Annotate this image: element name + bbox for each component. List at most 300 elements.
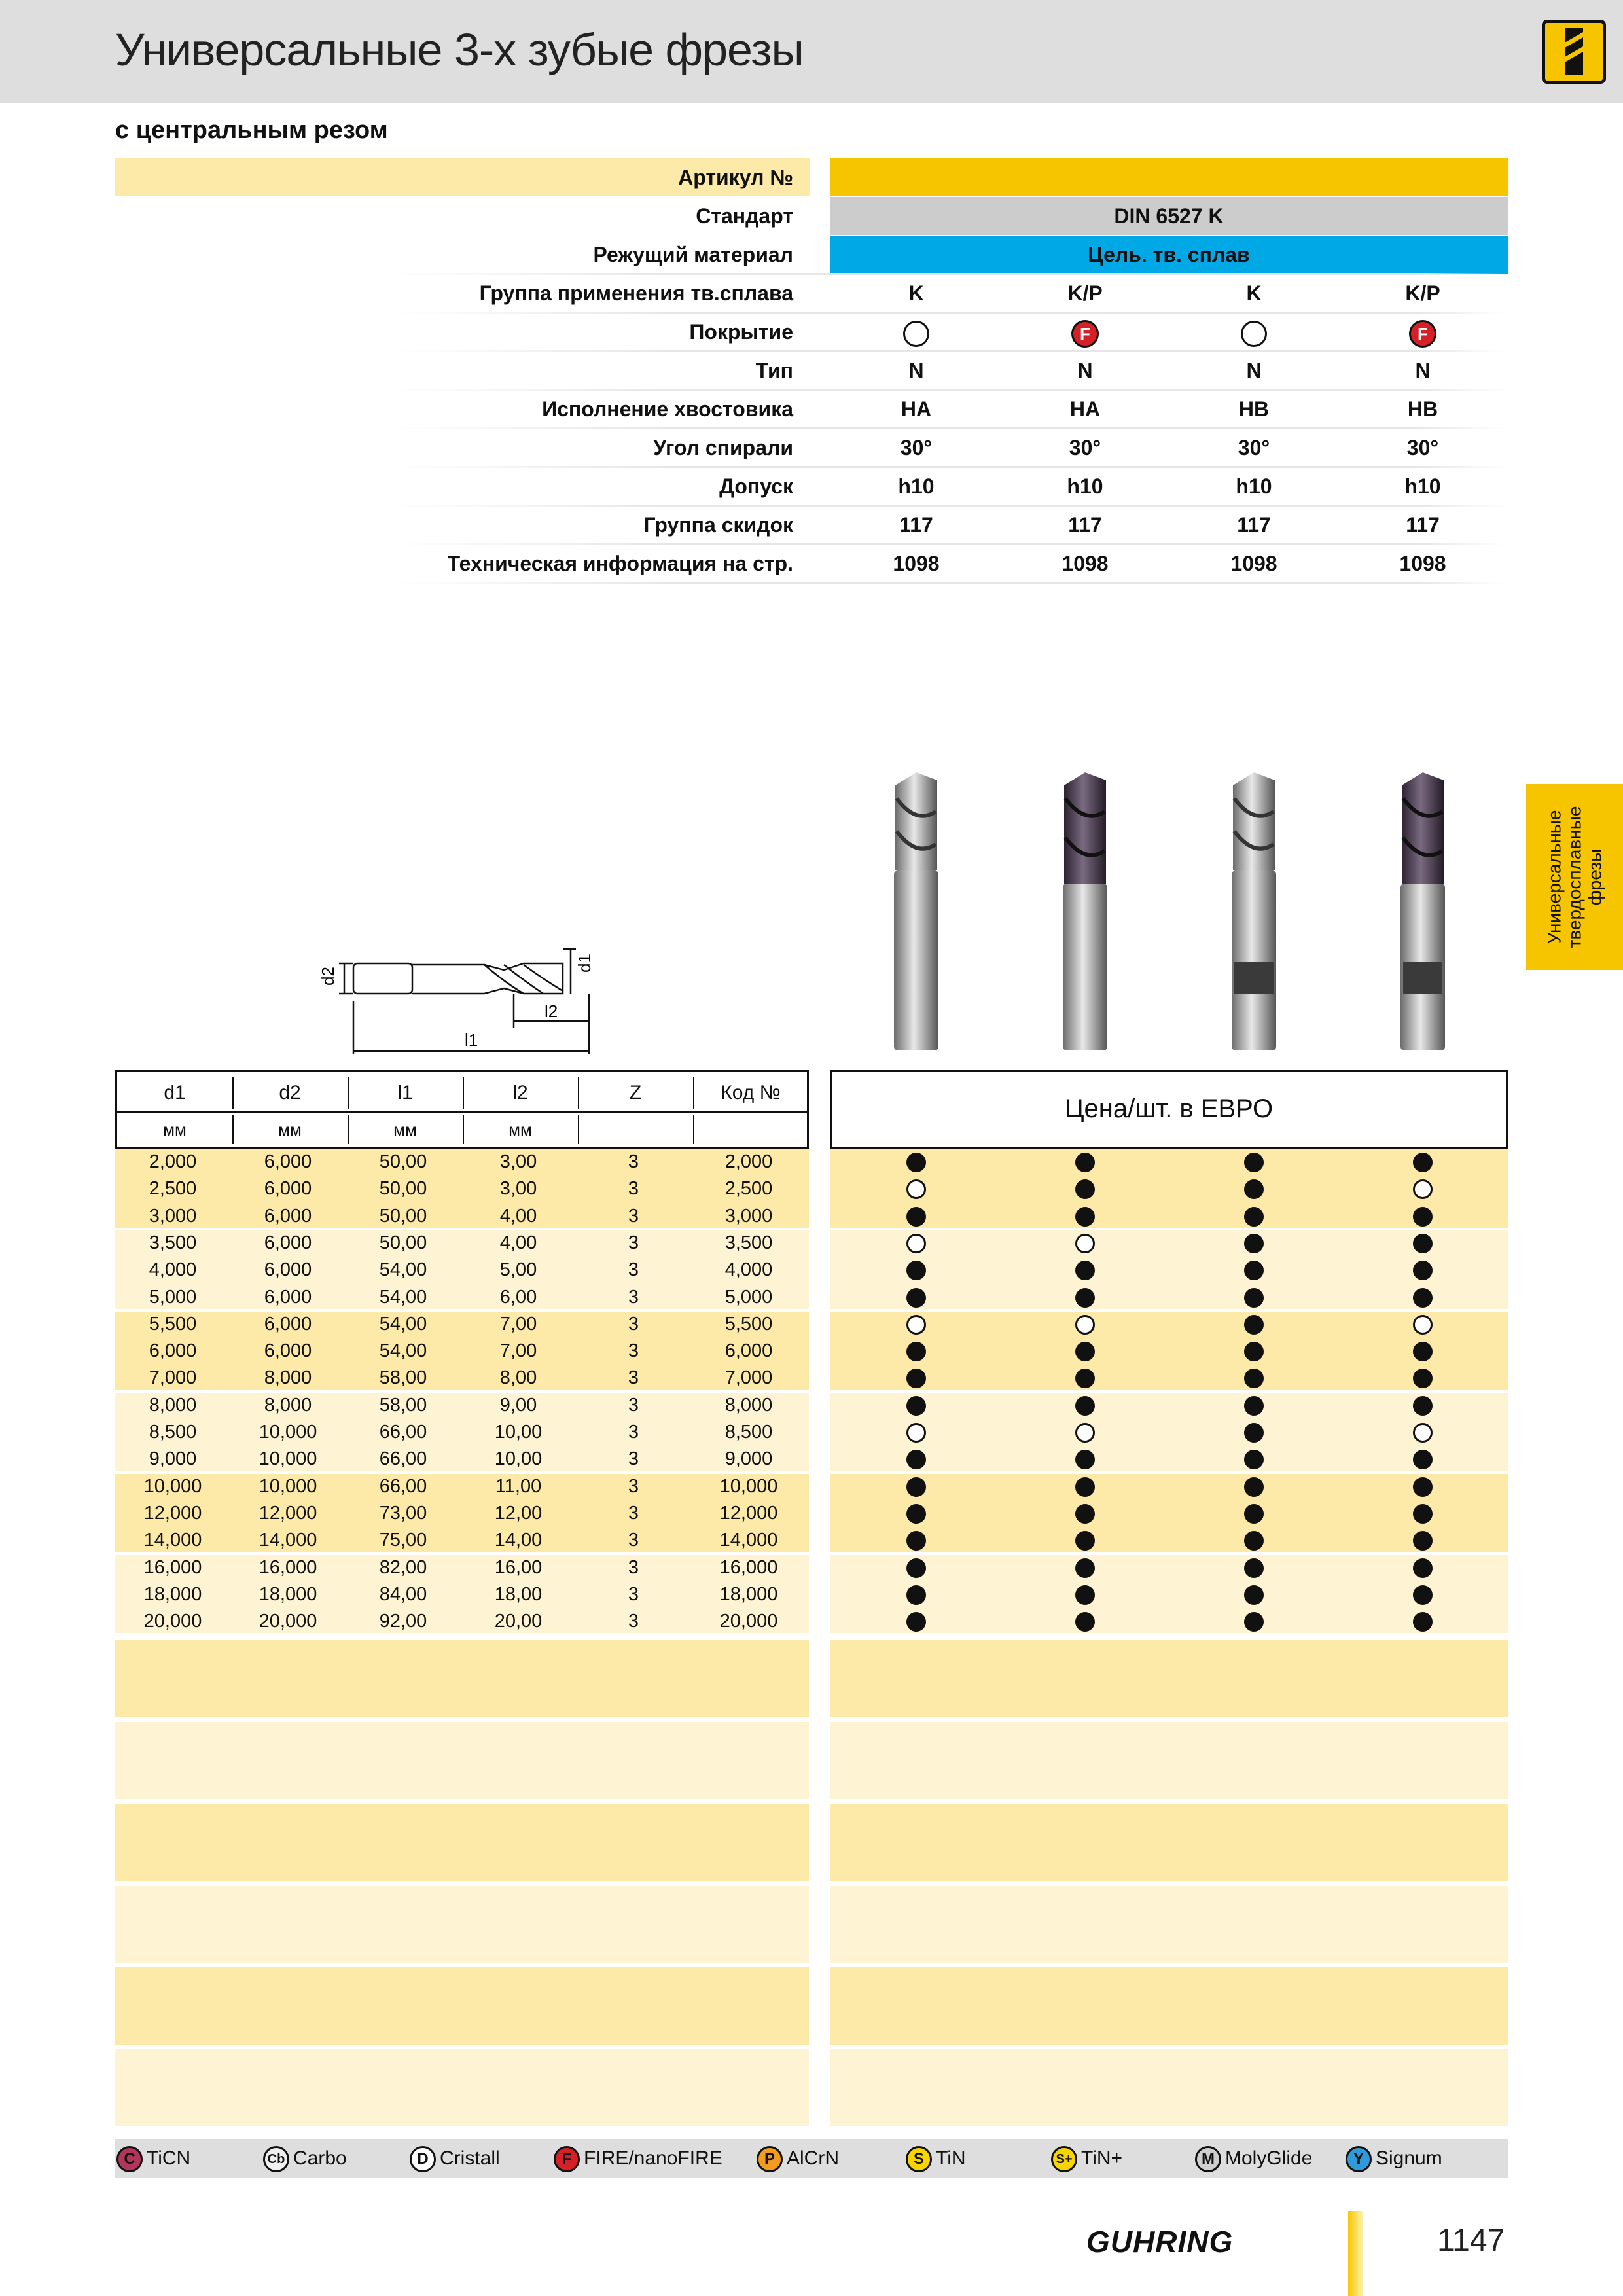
d2-label: d2 — [318, 967, 338, 986]
empty-row-band — [115, 1886, 809, 1963]
col-header-4: Z — [629, 1082, 642, 1103]
table-row[interactable] — [115, 1473, 809, 1500]
coating-carbo-icon: Cb — [263, 2146, 289, 2172]
col-separator — [693, 1115, 694, 1144]
empty-row-band — [115, 1722, 809, 1799]
legend-item — [263, 2139, 347, 2178]
col-separator — [693, 1077, 694, 1109]
spec-tolerance-cell: h10 — [898, 475, 935, 498]
table-cell: 54,00 — [379, 1259, 427, 1281]
table-cell: 3 — [628, 1340, 639, 1362]
table-cell: 18,000 — [259, 1583, 317, 1605]
spec-shank-cell: HB — [1407, 397, 1438, 421]
available-dot-icon — [1244, 1477, 1264, 1497]
spec-group-cell: K/P — [1067, 281, 1103, 305]
spec-row-standard — [0, 197, 1623, 235]
table-cell: 6,000 — [264, 1178, 312, 1200]
legend-item — [554, 2139, 722, 2178]
available-dot-icon — [1075, 1153, 1095, 1172]
table-cell: 12,000 — [143, 1502, 202, 1524]
table-cell: 3 — [628, 1367, 639, 1389]
available-dot-icon — [906, 1531, 926, 1551]
table-row[interactable] — [115, 1392, 809, 1419]
table-cell: 16,000 — [259, 1556, 317, 1578]
l2-label: l2 — [544, 1001, 558, 1021]
available-dot-icon — [1244, 1207, 1264, 1227]
l1-label: l1 — [465, 1030, 478, 1050]
table-cell: 6,000 — [264, 1205, 312, 1227]
table-cell: 6,000 — [264, 1286, 312, 1308]
col-separator — [232, 1115, 234, 1144]
table-cell: 8,500 — [724, 1422, 773, 1443]
table-cell: 58,00 — [379, 1394, 427, 1416]
table-cell: 6,000 — [264, 1151, 312, 1172]
table-cell: 5,00 — [499, 1259, 537, 1281]
coating-ticn-icon: C — [116, 2146, 143, 2172]
spec-group-cell: K — [908, 281, 924, 305]
table-cell: 66,00 — [379, 1475, 427, 1497]
table-cell: 14,000 — [719, 1530, 778, 1551]
header-divider — [117, 1111, 807, 1113]
table-row[interactable] — [115, 1175, 809, 1202]
empty-row-band — [830, 1640, 1508, 1717]
table-cell: 6,000 — [264, 1313, 312, 1335]
table-row[interactable] — [115, 1203, 809, 1230]
table-row[interactable] — [115, 1257, 809, 1283]
available-dot-icon — [1075, 1585, 1095, 1605]
table-cell: 14,00 — [494, 1530, 543, 1551]
available-dot-icon — [1413, 1585, 1433, 1605]
legend-item — [1346, 2139, 1442, 2178]
table-cell: 2,000 — [724, 1151, 773, 1172]
on-request-dot-icon — [1075, 1315, 1095, 1335]
col-separator — [578, 1115, 579, 1144]
available-dot-icon — [1413, 1153, 1433, 1172]
empty-row-band — [115, 1804, 809, 1881]
table-cell: 18,000 — [143, 1583, 202, 1605]
spec-discount-cell: 117 — [1406, 513, 1440, 537]
table-cell: 3 — [628, 1475, 639, 1497]
available-dot-icon — [1075, 1558, 1095, 1578]
spec-label-techinfo: Техническая информация на стр. — [447, 552, 793, 575]
on-request-dot-icon — [1075, 1234, 1095, 1253]
table-cell: 3 — [628, 1259, 639, 1281]
legend-label: Carbo — [293, 2147, 347, 2169]
table-cell: 3 — [628, 1502, 639, 1524]
table-cell: 54,00 — [379, 1313, 427, 1335]
legend-label: Signum — [1376, 2147, 1442, 2169]
spec-row-group — [0, 274, 1623, 312]
legend-label: TiN+ — [1081, 2147, 1123, 2169]
spec-row-article — [0, 158, 1623, 196]
on-request-dot-icon — [906, 1423, 926, 1443]
table-cell: 3 — [628, 1583, 639, 1605]
table-cell: 8,00 — [499, 1367, 537, 1389]
table-cell: 9,00 — [499, 1394, 537, 1416]
subtitle: с центральным резом — [115, 117, 388, 144]
spec-label-type: Тип — [755, 359, 793, 382]
table-cell: 50,00 — [379, 1151, 427, 1172]
spec-type-cell: N — [1415, 359, 1431, 382]
spec-label-shank: Исполнение хвостовика — [542, 397, 793, 421]
table-cell: 6,000 — [724, 1340, 773, 1362]
table-cell: 7,00 — [499, 1313, 537, 1335]
table-cell: 7,000 — [149, 1367, 197, 1389]
spec-discount-cell: 117 — [899, 513, 933, 537]
available-dot-icon — [1244, 1423, 1264, 1443]
table-row[interactable] — [115, 1581, 809, 1608]
table-cell: 3 — [628, 1530, 639, 1551]
available-dot-icon — [906, 1207, 926, 1227]
available-dot-icon — [1413, 1207, 1433, 1227]
row-band — [830, 1149, 1508, 1228]
footer-accent-bar — [1348, 2211, 1363, 2296]
table-cell: 20,000 — [143, 1611, 202, 1632]
table-cell: 3 — [628, 1394, 639, 1416]
table-cell: 3 — [628, 1178, 639, 1200]
fire-coating-icon: F — [1071, 320, 1099, 348]
table-cell: 12,000 — [259, 1502, 317, 1524]
table-cell: 2,500 — [724, 1178, 773, 1200]
available-dot-icon — [906, 1288, 926, 1308]
available-dot-icon — [1413, 1396, 1433, 1416]
available-dot-icon — [1413, 1234, 1433, 1253]
available-dot-icon — [1244, 1396, 1264, 1416]
available-dot-icon — [906, 1153, 926, 1172]
available-dot-icon — [906, 1585, 926, 1605]
on-request-dot-icon — [906, 1234, 926, 1253]
on-request-dot-icon — [1413, 1423, 1433, 1443]
spec-article-value — [830, 158, 1508, 196]
spec-group-cell: K — [1246, 281, 1262, 305]
available-dot-icon — [1075, 1396, 1095, 1416]
table-cell: 2,500 — [149, 1178, 197, 1200]
coating-tin-icon: S — [906, 2146, 932, 2172]
table-cell: 12,000 — [719, 1502, 778, 1524]
table-row[interactable] — [115, 1149, 809, 1175]
spec-tolerance-cell: h10 — [1404, 475, 1441, 498]
table-cell: 16,000 — [719, 1556, 778, 1578]
table-cell: 6,000 — [264, 1259, 312, 1281]
available-dot-icon — [1244, 1261, 1264, 1280]
available-dot-icon — [1244, 1234, 1264, 1253]
available-dot-icon — [1075, 1342, 1095, 1361]
legend-label: TiCN — [147, 2147, 191, 2169]
col-header-1: d2 — [279, 1082, 301, 1103]
available-dot-icon — [1244, 1585, 1264, 1605]
table-cell: 5,000 — [149, 1286, 197, 1308]
tool-image-3296 — [1228, 772, 1280, 1054]
available-dot-icon — [1244, 1342, 1264, 1361]
spec-discount-cell: 117 — [1237, 513, 1271, 537]
table-cell: 54,00 — [379, 1286, 427, 1308]
table-cell: 10,000 — [143, 1475, 202, 1497]
fire-coating-icon: F — [1409, 320, 1436, 348]
coating-fire-nanofire-icon: F — [554, 2146, 580, 2172]
spec-label-tolerance: Допуск — [719, 475, 793, 498]
table-row[interactable] — [115, 1338, 809, 1365]
table-cell: 3 — [628, 1422, 639, 1443]
spec-coating-cell — [1351, 313, 1495, 351]
col-header-2: l1 — [397, 1082, 413, 1103]
uncoated-icon — [1241, 321, 1267, 347]
table-cell: 73,00 — [379, 1502, 427, 1524]
table-cell: 3,500 — [724, 1232, 773, 1253]
table-cell: 10,000 — [259, 1422, 317, 1443]
spec-shank-cell: HA — [1069, 397, 1101, 421]
col-unit-3: мм — [508, 1120, 532, 1139]
table-cell: 84,00 — [379, 1583, 427, 1605]
legend-item — [757, 2139, 839, 2178]
available-dot-icon — [1075, 1288, 1095, 1308]
spec-helix-cell: 30° — [1238, 436, 1270, 459]
table-cell: 3 — [628, 1205, 639, 1227]
table-cell: 14,000 — [259, 1530, 317, 1551]
available-dot-icon — [1413, 1342, 1433, 1361]
tool-dimension-diagram — [288, 923, 628, 1054]
table-cell: 4,000 — [724, 1259, 773, 1281]
spec-label-discount: Группа скидок — [643, 513, 793, 537]
table-cell: 8,000 — [264, 1367, 312, 1389]
spec-row-discount — [0, 506, 1623, 544]
coating-legend — [115, 2139, 1508, 2178]
table-cell: 16,00 — [494, 1556, 543, 1578]
legend-item — [116, 2139, 190, 2178]
col-header-3: l2 — [512, 1082, 528, 1103]
table-cell: 14,000 — [143, 1530, 202, 1551]
table-cell: 8,000 — [264, 1394, 312, 1416]
table-cell: 18,00 — [494, 1583, 543, 1605]
table-cell: 7,000 — [724, 1367, 773, 1389]
spec-row-helix — [0, 429, 1623, 467]
spec-row-shank — [0, 390, 1623, 428]
available-dot-icon — [1244, 1612, 1264, 1632]
spec-row-coating — [0, 313, 1623, 351]
table-cell: 9,000 — [724, 1448, 773, 1470]
table-row[interactable] — [115, 1419, 809, 1446]
tool-image-3558 — [1059, 772, 1111, 1054]
available-dot-icon — [1413, 1477, 1433, 1497]
available-dot-icon — [1075, 1612, 1095, 1632]
table-row[interactable] — [115, 1500, 809, 1527]
coating-signum-icon: Y — [1346, 2146, 1372, 2172]
available-dot-icon — [1244, 1504, 1264, 1524]
table-cell: 66,00 — [379, 1448, 427, 1470]
legend-label: FIRE/nanoFIRE — [584, 2147, 722, 2169]
table-cell: 3 — [628, 1313, 639, 1335]
table-cell: 10,00 — [494, 1422, 543, 1443]
table-cell: 3,000 — [724, 1205, 773, 1227]
available-dot-icon — [1413, 1261, 1433, 1280]
section-tab-label: Универсальные твердосплавные фрезы — [1544, 806, 1605, 948]
legend-item — [1051, 2139, 1122, 2178]
legend-item — [1195, 2139, 1312, 2178]
row-band — [830, 1555, 1508, 1634]
tool-image-3555 — [890, 772, 942, 1054]
available-dot-icon — [1244, 1288, 1264, 1308]
spec-type-cell: N — [1077, 359, 1093, 382]
col-header-0: d1 — [164, 1082, 186, 1103]
d1-label: d1 — [575, 954, 594, 973]
table-cell: 4,000 — [149, 1259, 197, 1281]
table-cell: 7,00 — [499, 1340, 537, 1362]
empty-row-band — [115, 1967, 809, 2045]
section-tab[interactable] — [1526, 784, 1623, 970]
row-band — [830, 1393, 1508, 1471]
empty-row-band — [830, 1722, 1508, 1799]
empty-row-band — [115, 2049, 809, 2126]
price-header: Цена/шт. в ЕВРО — [830, 1070, 1508, 1149]
available-dot-icon — [1413, 1504, 1433, 1524]
legend-label: MolyGlide — [1225, 2147, 1313, 2169]
table-cell: 58,00 — [379, 1367, 427, 1389]
spec-helix-cell: 30° — [900, 436, 933, 459]
table-cell: 92,00 — [379, 1611, 427, 1632]
row-band — [830, 1312, 1508, 1390]
table-row[interactable] — [115, 1608, 809, 1635]
on-request-dot-icon — [906, 1315, 926, 1335]
table-cell: 11,00 — [495, 1475, 542, 1497]
table-cell: 3,500 — [149, 1232, 197, 1253]
table-cell: 3 — [628, 1448, 639, 1470]
table-cell: 6,00 — [499, 1286, 537, 1308]
spec-coating-cell — [844, 313, 988, 351]
dimension-table-header — [115, 1070, 809, 1149]
table-cell: 9,000 — [149, 1448, 197, 1470]
spec-techinfo-cell: 1098 — [893, 552, 940, 575]
on-request-dot-icon — [1413, 1315, 1433, 1335]
table-cell: 3 — [628, 1611, 639, 1632]
available-dot-icon — [1244, 1153, 1264, 1172]
table-row[interactable] — [115, 1311, 809, 1338]
col-separator — [348, 1077, 349, 1109]
table-cell: 50,00 — [379, 1205, 427, 1227]
table-cell: 5,500 — [149, 1313, 197, 1335]
col-unit-0: мм — [163, 1120, 187, 1139]
spec-material-value: Цель. тв. сплав — [1088, 243, 1250, 266]
empty-row-band — [830, 1804, 1508, 1881]
spec-type-cell: N — [908, 359, 924, 382]
available-dot-icon — [1244, 1315, 1264, 1335]
table-cell: 50,00 — [379, 1232, 427, 1253]
spec-techinfo-cell: 1098 — [1399, 552, 1446, 575]
end-mill-logo-icon — [1542, 20, 1606, 84]
spec-shank-cell: HB — [1238, 397, 1270, 421]
table-cell: 18,000 — [719, 1583, 778, 1605]
legend-item — [410, 2139, 500, 2178]
row-band — [830, 1230, 1508, 1309]
legend-item — [906, 2139, 966, 2178]
spec-standard-value: DIN 6527 K — [1114, 204, 1224, 228]
row-band — [830, 1474, 1508, 1552]
available-dot-icon — [906, 1612, 926, 1632]
table-cell: 10,000 — [719, 1475, 778, 1497]
empty-row-band — [830, 2049, 1508, 2126]
spec-row-techinfo — [0, 545, 1623, 583]
available-dot-icon — [1244, 1558, 1264, 1578]
table-cell: 10,000 — [259, 1475, 317, 1497]
table-cell: 3,00 — [499, 1178, 537, 1200]
spec-label-coating: Покрытие — [689, 320, 793, 344]
table-cell: 5,000 — [724, 1286, 773, 1308]
available-dot-icon — [1075, 1207, 1095, 1227]
available-dot-icon — [906, 1342, 926, 1361]
spec-type-cell: N — [1246, 359, 1262, 382]
page-title: Универсальные 3-х зубые фрезы — [115, 24, 804, 75]
table-cell: 5,500 — [724, 1313, 773, 1335]
available-dot-icon — [1075, 1477, 1095, 1497]
table-cell: 4,00 — [499, 1232, 537, 1253]
table-row[interactable] — [115, 1527, 809, 1554]
empty-row-band — [830, 1967, 1508, 2045]
spec-coating-cell — [1013, 313, 1157, 351]
col-header-5: Код № — [721, 1082, 781, 1103]
spec-row-material — [0, 236, 1623, 274]
spec-tolerance-cell: h10 — [1236, 475, 1272, 498]
available-dot-icon — [1413, 1558, 1433, 1578]
available-dot-icon — [1075, 1261, 1095, 1280]
table-row[interactable] — [115, 1284, 809, 1311]
table-cell: 8,000 — [724, 1394, 773, 1416]
col-separator — [463, 1077, 464, 1109]
table-cell: 20,00 — [494, 1611, 543, 1632]
table-cell: 3,000 — [149, 1205, 197, 1227]
table-cell: 66,00 — [379, 1422, 427, 1443]
table-row[interactable] — [115, 1230, 809, 1257]
spec-coating-cell — [1182, 313, 1326, 351]
table-cell: 6,000 — [264, 1340, 312, 1362]
coating-alcrn-icon: P — [757, 2146, 783, 2172]
available-dot-icon — [1413, 1288, 1433, 1308]
available-dot-icon — [1075, 1504, 1095, 1524]
spec-label-helix: Угол спирали — [653, 436, 793, 459]
available-dot-icon — [906, 1396, 926, 1416]
spec-tolerance-cell: h10 — [1067, 475, 1103, 498]
spec-techinfo-cell: 1098 — [1230, 552, 1277, 575]
table-row[interactable] — [115, 1554, 809, 1581]
table-cell: 3 — [628, 1151, 639, 1172]
col-unit-1: мм — [278, 1120, 302, 1139]
spec-techinfo-cell: 1098 — [1061, 552, 1109, 575]
table-cell: 50,00 — [379, 1178, 427, 1200]
col-separator — [232, 1077, 234, 1109]
table-cell: 3 — [628, 1286, 639, 1308]
page-number: 1147 — [1437, 2223, 1505, 2258]
spec-label-article: Артикул № — [678, 166, 793, 189]
col-unit-2: мм — [393, 1120, 417, 1139]
table-cell: 20,000 — [259, 1611, 317, 1632]
available-dot-icon — [1413, 1612, 1433, 1632]
available-dot-icon — [1244, 1531, 1264, 1551]
table-cell: 6,000 — [149, 1340, 197, 1362]
table-row[interactable] — [115, 1446, 809, 1473]
table-row[interactable] — [115, 1365, 809, 1391]
col-separator — [578, 1077, 579, 1109]
table-cell: 8,500 — [149, 1422, 197, 1443]
available-dot-icon — [906, 1558, 926, 1578]
table-cell: 82,00 — [379, 1556, 427, 1578]
uncoated-icon — [903, 321, 929, 347]
spec-shank-cell: HA — [901, 397, 932, 421]
coating-molyglide-icon: M — [1195, 2146, 1221, 2172]
table-cell: 10,000 — [259, 1448, 317, 1470]
on-request-dot-icon — [1075, 1423, 1095, 1443]
table-cell: 10,00 — [494, 1448, 543, 1470]
spec-helix-cell: 30° — [1069, 436, 1101, 459]
available-dot-icon — [1075, 1531, 1095, 1551]
spec-label-group: Группа применения тв.сплава — [479, 281, 793, 305]
table-cell: 6,000 — [264, 1232, 312, 1253]
